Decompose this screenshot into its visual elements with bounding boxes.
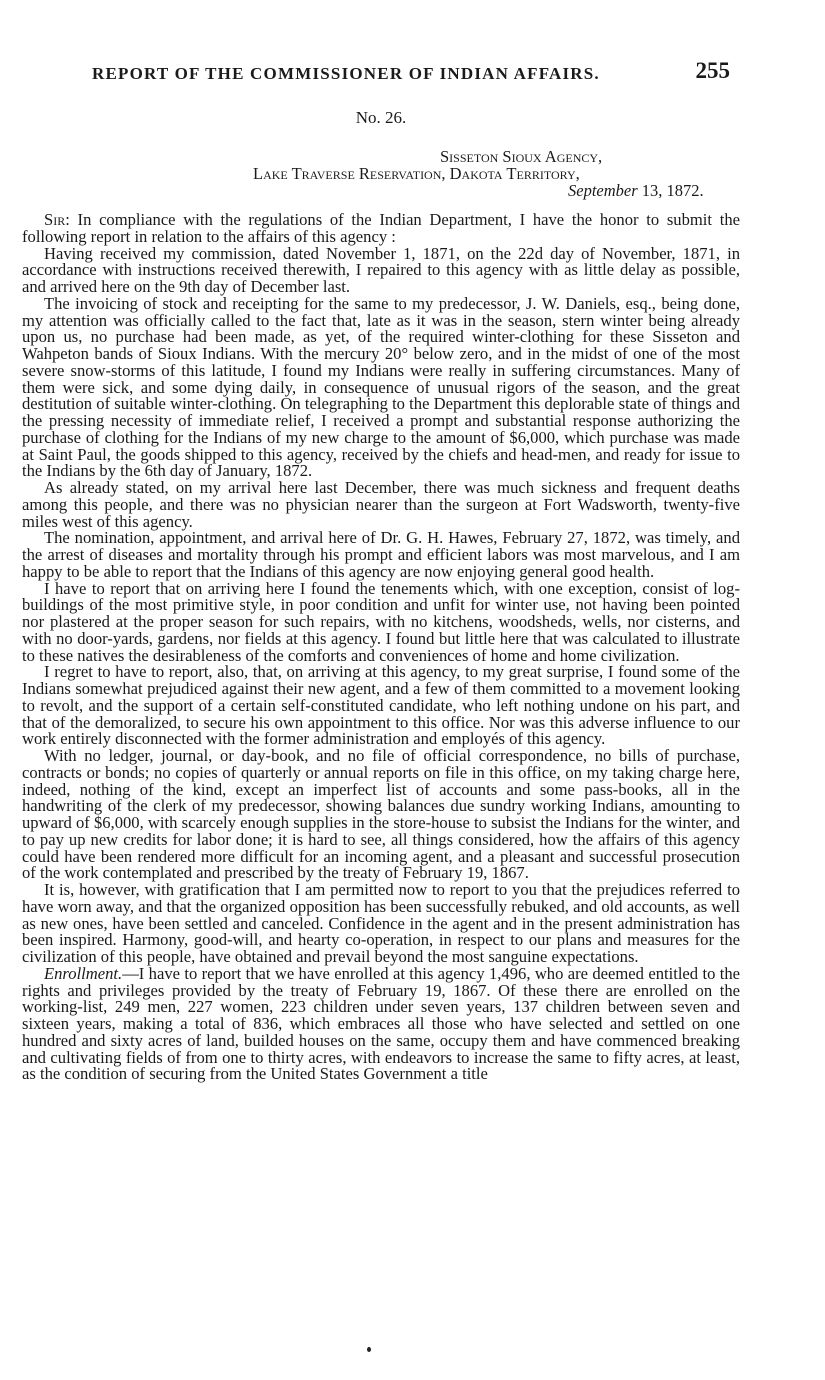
ink-mark — [367, 1347, 371, 1352]
paragraph: The invoicing of stock and receipting for the same to my predecessor, J. W. Daniels, esq., being done, my attention was officially called to the fact that, late as it was in the season, stern winter being already upon us, no purchase had been made, as yet, of the required winter-clothing for these Sisseton and Wahpeton bands of Sioux Indians. With the mercury 20° below zero, and in the midst of one of the most severe snow-storms of this latitude, I found my Indians were really in suffering circumstances. Many of them were sick, and some dying daily, in consequence of unusual rigors of the season, and the great destitution of suitable winter-clothing. On telegraphing to the Department this deplorable state of things and the pressing necessity of immediate relief, I received a prompt and substantial response authorizing the purchase of clothing for the Indians of my new charge to the amount of $6,000, which purchase was made at Saint Paul, the goods shipped to this agency, received by the chiefs and head-men, and ready for issue to the Indians by the 6th day of January, 1872. — [22, 293, 740, 481]
letter-date-month: September — [568, 181, 638, 200]
paragraph-salutation — [22, 212, 740, 246]
letter-date-rest: 13, 1872. — [637, 181, 704, 200]
paragraph: I regret to have to report, also, that, on arriving at this agency, to my great surprise, I found some of the Indians somewhat prejudiced against their new agent, and a few of them committed to a movement looking to revolt, and the support of a certain self-constituted candidate, who left nothing undone on his part, and that of the demoralized, to secure his own appointment to this office. Nor was this adverse influence to our work entirely disconnected with the former administration and employés of this agency. — [22, 662, 740, 749]
enrollment-text: —I have to report that we have enrolled at this agency 1,496, who are deemed entitled to the rights and privileges provided by the treaty of February 19, 1867. Of these there are enrolled on the working-list, 249 men, 227 women, 223 children under seven years, 137 children between seven and sixteen years, making a total of 836, which embraces all those who have selected and settled on one hundred and sixty acres of land, builded houses on the same, occupy them and have commenced breaking and cultivating fields of from one to thirty acres, with endeavors to increase the same to fifty acres, at least, as the condition of securing from the United States Government a title — [22, 963, 740, 1084]
salutation: Sir: — [44, 210, 70, 229]
document-number: No. 26. — [355, 108, 407, 127]
paragraph: Having received my commission, dated November 1, 1871, on the 22d day of November, 1871, in accordance with instructions received therewith, I repaired to this agency with as little delay as possible, and arrived here on the 9th day of December last. — [22, 243, 740, 296]
letter-address-block — [22, 148, 740, 199]
letter-body — [22, 212, 740, 1083]
paragraph-text: In compliance with the regulations of the Indian Department, I have the honor to submit the following report in relation to the affairs of this agency : — [22, 210, 740, 246]
page-number: 255 — [695, 58, 730, 83]
enrollment-heading: Enrollment. — [44, 963, 123, 983]
paragraph-enrollment — [22, 963, 740, 1084]
agency-name: Sisseton Sioux Agency, — [440, 147, 603, 166]
paragraph: I have to report that on arriving here I found the tenements which, with one exception, consist of log-buildings of the most primitive style, in poor condition and unfit for winter use, not having been pointed nor plastered at the proper season for such repairs, with no kitchens, woodsheds, wells, nor cisterns, and with no door-yards, gardens, nor fields at this agency. I found but little here that was calculated to illustrate to these natives the desirableness of the comforts and conveniences of home and home civilization. — [22, 578, 740, 665]
paragraph: It is, however, with gratification that I am permitted now to report to you that the prejudices referred to have worn away, and that the organized opposition has been successfully rebuked, and old accounts, as well as new ones, have been settled and canceled. Confidence in the agent and in the present administration has been inspired. Harmony, good-will, and hearty co-operation, in respect to our plans and measures for the civilization of this people, have obtained and prevail beyond the most sanguine expectations. — [22, 880, 740, 966]
report-page — [22, 58, 740, 1083]
letter-date — [22, 182, 740, 199]
paragraph: The nomination, appointment, and arrival here of Dr. G. H. Hawes, February 27, 1872, was timely, and the arrest of diseases and mortality through his prompt and efficient labors was most marvelous, and I am happy to be able to report that the Indians of this agency are now enjoying general good health. — [22, 528, 740, 581]
reservation-name: Lake Traverse Reservation, Dakota Territory, — [253, 164, 580, 183]
running-title: REPORT OF THE COMMISSIONER OF INDIAN AFFAIRS. — [92, 64, 600, 83]
paragraph: With no ledger, journal, or day-book, and no file of official correspondence, no bills of purchase, contracts or bonds; no copies of quarterly or annual reports on file in this office, on my taking charge here, indeed, nothing of the kind, except an imperfect list of accounts and some pass-books, all in the handwriting of the clerk of my predecessor, showing balances due sundry working Indians, amounting to upward of $6,000, with scarcely enough supplies in the store-house to subsist the Indians for the winter, and to pay up new credits for labor done; it is hard to see, all things considered, how the affairs of this agency could have been rendered more difficult for an incoming agent, and a pleasant and successful prosecution of the work contemplated and prescribed by the treaty of February 19, 1867. — [22, 746, 740, 883]
running-header — [22, 58, 740, 94]
paragraph: As already stated, on my arrival here last December, there was much sickness and frequent deaths among this people, and there was no physician nearer than the surgeon at Fort Wadsworth, twenty-five miles west of this agency. — [22, 478, 740, 531]
